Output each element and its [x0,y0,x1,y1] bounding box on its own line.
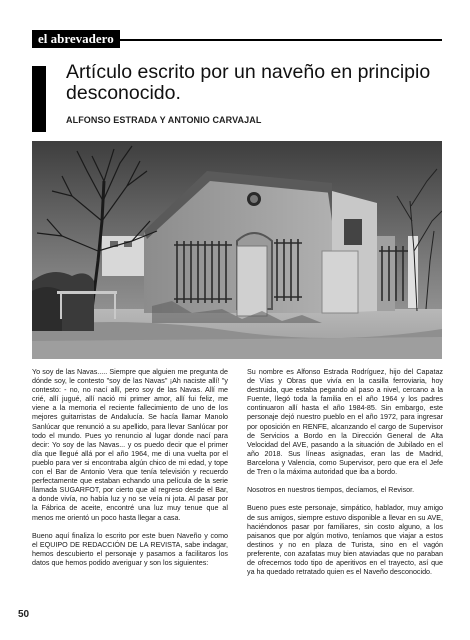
article-header [32,62,442,136]
body-paragraph: Bueno aquí finaliza lo escrito por este buen Naveño y como el EQUIPO DE REDACCIÓN DE LA REVISTA, sabe indagar, hemos descubierto el personaje y pasamos a facilitaros los datos que hemos podido averiguar y son los siguientes: [32,531,228,567]
body-paragraph: Nosotros en nuestros tiempos, decíamos, el Revisor. [247,486,415,495]
body-paragraph: Bueno pues este personaje, simpático, hablador, muy amigo de sus amigos, siempre estuvo disponible a llevar en su AVE, haciéndonos pasar por familiares, sin costo alguno, a los paisanos que por algún motivo, teníamos que viajar a estos destinos y no en plaza de Turista, sino en el vagón preferente, con azafatas muy bien ataviadas que no paraban de ofrecernos todo tipo de aperitivos en el trayecto, así que ya ha quedado retratado quien es el Naveño desconocido. [247,504,443,577]
body-paragraph: Yo soy de las Navas..... Siempre que alguien me pregunta de dónde soy, le contesto "soy de las Navas" ¡Ah naciste allí! "y contesto: - no, no nací allí, pero soy de las Navas. Allí me crié, allí jugué, allí nació mi primer amor, allí fui feliz, me viene a la memoria el reciente fallecimiento de uno de los mejores guitarristas de Andalucía. Se hacía llamar Manolo Sanlúcar que renunció a su apellido, para llevar Sanlúcar por todo el mundo. Pues yo renuncio al lugar donde nací para decir: Yo soy de las Navas... y os puedo decir que el primer día que llegué allá por el año 1964, me di una vuelta por el pueblo para ver si encontraba algún chico de mi edad, y tope con el Bar de Antonio Vera que tenía televisión y recuerdo perfectamente que estaban echando una película de la serie llamada SUGARFOT, por cierto que al regreso desde el Bar, a donde vivía, no había luz y no se veía ni jota. Al pasar por la Fábrica de aceite, encontré una luz muy tenue que al menos me orientó un poco hasta llegar a casa. [32,368,228,522]
body-column-right [247,368,443,586]
title-accent-bar [32,66,46,132]
article-authors: ALFONSO ESTRADA Y ANTONIO CARVAJAL [66,115,262,125]
body-column-left [32,368,228,577]
section-label: el abrevadero [32,30,120,48]
article-photo [32,141,442,359]
article-title: Artículo escrito por un naveño en principio desconocido. [66,61,431,104]
body-paragraph: Su nombre es Alfonso Estrada Rodríguez, hijo del Capataz de Vías y Obras que vivía en la casilla ferroviaria, hoy destruida, que estaba pegando al paso a nivel, cercano a la Fuente, llegó toda la familia en el año 1964 y los padres continuaron allí hasta el año 1984-85. Sin embargo, este personaje dejó nuestro pueblo en el año 1972, para ingresar por oposición en RENFE, alcanzando el cargo de Supervisor de Servicios a Bordo en la Dirección General de Alta Velocidad del AVE, pasando a la situación de Jubilado en el año 2018. Sus líneas asignadas, eran las de Madrid, Barcelona y Valencia, como Supervisor, pero que era el Jefe de Tren o la máxima autoridad que iba a bordo. [247,368,443,477]
section-header [32,30,442,48]
ruined-house-photo [32,141,442,359]
page-number: 50 [18,609,30,620]
